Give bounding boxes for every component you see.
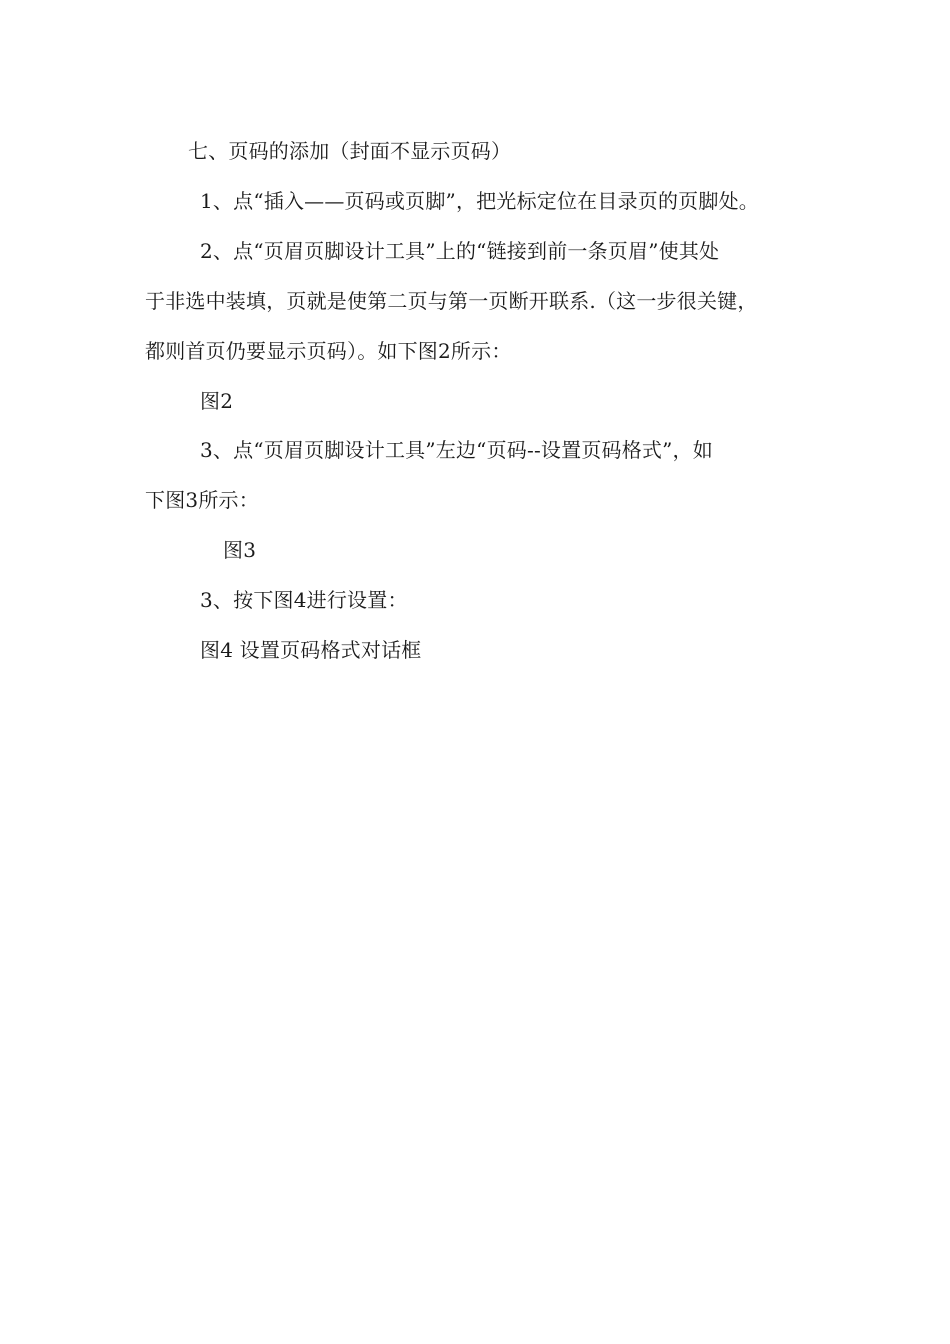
- step-3-line-2: 下图3所示：: [145, 488, 259, 512]
- figure-4-caption: 图4 设置页码格式对话框: [200, 638, 422, 662]
- step-2-line-1: 2、点“页眉页脚设计工具”上的“链接到前一条页眉”使其处: [200, 239, 720, 263]
- figure-3-caption: 图3: [223, 538, 257, 562]
- step-4-text: 3、按下图4进行设置：: [200, 588, 408, 612]
- section-heading: 七、页码的添加（封面不显示页码）: [188, 139, 512, 163]
- step-2-line-3: 都则首页仍要显示页码）。如下图2所示：: [145, 339, 512, 363]
- step-1-text: 1、点“插入——页码或页脚”，把光标定位在目录页的页脚处。: [200, 189, 759, 213]
- step-3-line-1: 3、点“页眉页脚设计工具”左边“页码--设置页码格式”，如: [200, 438, 713, 462]
- figure-2-caption: 图2: [200, 389, 234, 413]
- step-2-line-2: 于非选中装填，页就是使第二页与第一页断开联系.（这一步很关键，: [145, 289, 758, 313]
